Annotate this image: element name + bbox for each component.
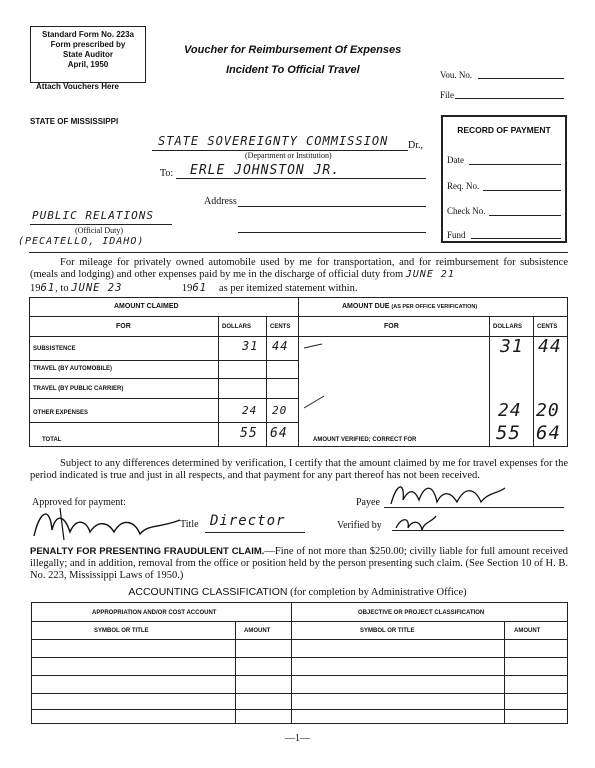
to-date-value: JUNE 23 bbox=[71, 282, 123, 294]
payee-label: Payee bbox=[356, 497, 380, 508]
approved-label: Approved for payment: bbox=[32, 497, 126, 508]
attach-vouchers-label: Attach Vouchers Here bbox=[36, 82, 119, 91]
verification-tick-marks bbox=[298, 316, 568, 447]
mileage-statement bbox=[30, 257, 568, 281]
file-label: File bbox=[440, 90, 455, 100]
official-duty-value: PUBLIC RELATIONS bbox=[32, 209, 154, 222]
std-form-line-2: Form prescribed by bbox=[50, 40, 126, 49]
due-other-cents: 20 bbox=[536, 400, 560, 421]
other-cents: 20 bbox=[272, 404, 288, 417]
penalty-heading: PENALTY FOR PRESENTING FRAUDULENT CLAIM. bbox=[30, 546, 265, 557]
total-label: TOTAL bbox=[42, 437, 62, 443]
approver-title-value: Director bbox=[210, 513, 286, 529]
year-prefix-1: 19 bbox=[30, 283, 41, 294]
record-of-payment-title: RECORD OF PAYMENT bbox=[457, 125, 551, 135]
amount-claimed-header: AMOUNT CLAIMED bbox=[114, 303, 179, 310]
for-header-left: FOR bbox=[116, 323, 131, 330]
objective-header: OBJECTIVE OR PROJECT CLASSIFICATION bbox=[358, 610, 485, 616]
cents-header-left: CENTS bbox=[270, 324, 291, 330]
payment-date-field[interactable] bbox=[469, 164, 561, 165]
to-label: To: bbox=[160, 168, 174, 179]
official-duty-caption: (Official Duty) bbox=[75, 226, 124, 235]
record-of-payment-box bbox=[441, 115, 567, 243]
year-2-value: 61 bbox=[192, 282, 207, 294]
file-field[interactable] bbox=[455, 98, 564, 99]
dollars-header-left: DOLLARS bbox=[222, 324, 251, 330]
total-dollars: 55 bbox=[240, 426, 258, 441]
year-1-value: 61 bbox=[40, 282, 56, 294]
statement-text: For mileage for privately owned automobile used by me for transportation, and for reimbursement for subsistence (meals and lodging) and other expenses paid by me in the discharge of official duty from bbox=[30, 257, 568, 280]
req-no-label: Req. No. bbox=[447, 181, 480, 191]
other-expenses-label: OTHER EXPENSES bbox=[33, 410, 89, 416]
certification-text: Subject to any differences determined by verification, I certify that the amount claimed by me for travel expenses for the period indicated is true and just in all respects, and that payment for any part thereof has not been received. bbox=[30, 458, 568, 481]
symbol-header-left: SYMBOL OR TITLE bbox=[94, 628, 149, 634]
fund-field[interactable] bbox=[471, 238, 561, 239]
fund-label: Fund bbox=[447, 230, 466, 240]
approver-signature bbox=[30, 500, 190, 544]
form-title-line-1: Voucher for Reimbursement Of Expenses bbox=[184, 44, 402, 56]
amount-verified-label: AMOUNT VERIFIED; CORRECT FOR bbox=[313, 437, 417, 443]
appropriation-header: APPROPRIATION AND/OR COST ACCOUNT bbox=[92, 610, 217, 616]
travel-auto-label: TRAVEL (BY AUTOMOBILE) bbox=[33, 366, 113, 372]
subsistence-dollars: 31 bbox=[242, 339, 259, 353]
payee-name-value: ERLE JOHNSTON JR. bbox=[190, 163, 341, 178]
approver-title-field[interactable] bbox=[205, 532, 305, 533]
cents-header-right: CENTS bbox=[537, 324, 558, 330]
check-no-label: Check No. bbox=[447, 206, 486, 216]
subsistence-cents: 44 bbox=[272, 339, 289, 353]
title-label: Title bbox=[180, 519, 199, 530]
form-title-line-2: Incident To Official Travel bbox=[226, 64, 360, 76]
from-date-value: JUNE 21 bbox=[405, 269, 455, 280]
payee-name-field[interactable] bbox=[176, 178, 426, 179]
amount-due-header: AMOUNT DUE (AS PER OFFICE VERIFICATION) bbox=[342, 303, 478, 310]
subsistence-label: SUBSISTENCE bbox=[33, 346, 76, 352]
due-total-cents: 64 bbox=[536, 422, 561, 444]
department-value: STATE SOVEREIGNTY COMMISSION bbox=[158, 134, 389, 148]
voucher-number-field[interactable] bbox=[478, 78, 564, 79]
section-divider bbox=[29, 252, 568, 253]
std-form-line-3: State Auditor bbox=[63, 50, 113, 59]
amount-header-left: AMOUNT bbox=[244, 628, 271, 634]
location-value: (PECATELLO, IDAHO) bbox=[18, 236, 145, 247]
department-caption: (Department or Institution) bbox=[245, 151, 332, 160]
due-subsistence-cents: 44 bbox=[538, 336, 562, 357]
verifier-initials bbox=[392, 512, 442, 536]
accounting-title-text: ACCOUNTING CLASSIFICATION bbox=[128, 586, 288, 598]
for-header-right: FOR bbox=[384, 323, 399, 330]
voucher-number-label: Vou. No. bbox=[440, 70, 473, 80]
expense-table bbox=[29, 297, 568, 447]
accounting-table bbox=[31, 602, 568, 724]
accounting-title bbox=[0, 586, 595, 598]
official-duty-field[interactable] bbox=[30, 224, 172, 225]
payee-signature-field[interactable] bbox=[384, 507, 564, 508]
check-no-field[interactable] bbox=[489, 215, 561, 216]
verified-by-label: Verified by bbox=[337, 520, 382, 531]
year-prefix-2: 19 bbox=[181, 283, 193, 294]
address-field-1[interactable] bbox=[238, 206, 426, 207]
std-form-line-1: Standard Form No. 223a bbox=[41, 30, 135, 39]
period-line: 1961, to JUNE 23 1961 as per itemized statement within. bbox=[30, 282, 358, 294]
verified-by-field[interactable] bbox=[392, 530, 564, 531]
penalty-text bbox=[30, 546, 568, 582]
due-total-dollars: 55 bbox=[496, 422, 521, 444]
travel-carrier-label: TRAVEL (BY PUBLIC CARRIER) bbox=[33, 386, 124, 392]
other-dollars: 24 bbox=[242, 404, 258, 417]
std-form-line-4: April, 1950 bbox=[67, 60, 109, 69]
to-word: to bbox=[60, 283, 69, 294]
address-field-2[interactable] bbox=[238, 232, 426, 233]
penalty-body: —Fine of not more than $250.00; civilly liable for full amount received illegally; and in addition, removal from the office or position held by the person presenting such claim. (See Section 10 of H. B. No. 223, Mississippi Laws of 1950.) bbox=[30, 546, 568, 581]
page-number: —1— bbox=[285, 733, 310, 744]
payment-date-label: Date bbox=[447, 155, 464, 165]
address-label: Address bbox=[204, 196, 237, 207]
dollars-header-right: DOLLARS bbox=[493, 324, 522, 330]
dr-label: Dr., bbox=[408, 140, 423, 151]
due-subsistence-dollars: 31 bbox=[500, 336, 524, 357]
state-label: STATE OF MISSISSIPPI bbox=[30, 117, 119, 126]
statement-suffix: as per itemized statement within. bbox=[218, 283, 358, 294]
amount-header-right: AMOUNT bbox=[514, 628, 541, 634]
symbol-header-right: SYMBOL OR TITLE bbox=[360, 628, 415, 634]
due-other-dollars: 24 bbox=[498, 400, 522, 421]
standard-form-box bbox=[30, 26, 146, 83]
accounting-subtitle: (for completion by Administrative Office) bbox=[290, 587, 467, 598]
total-cents: 64 bbox=[270, 426, 288, 441]
req-no-field[interactable] bbox=[483, 190, 561, 191]
